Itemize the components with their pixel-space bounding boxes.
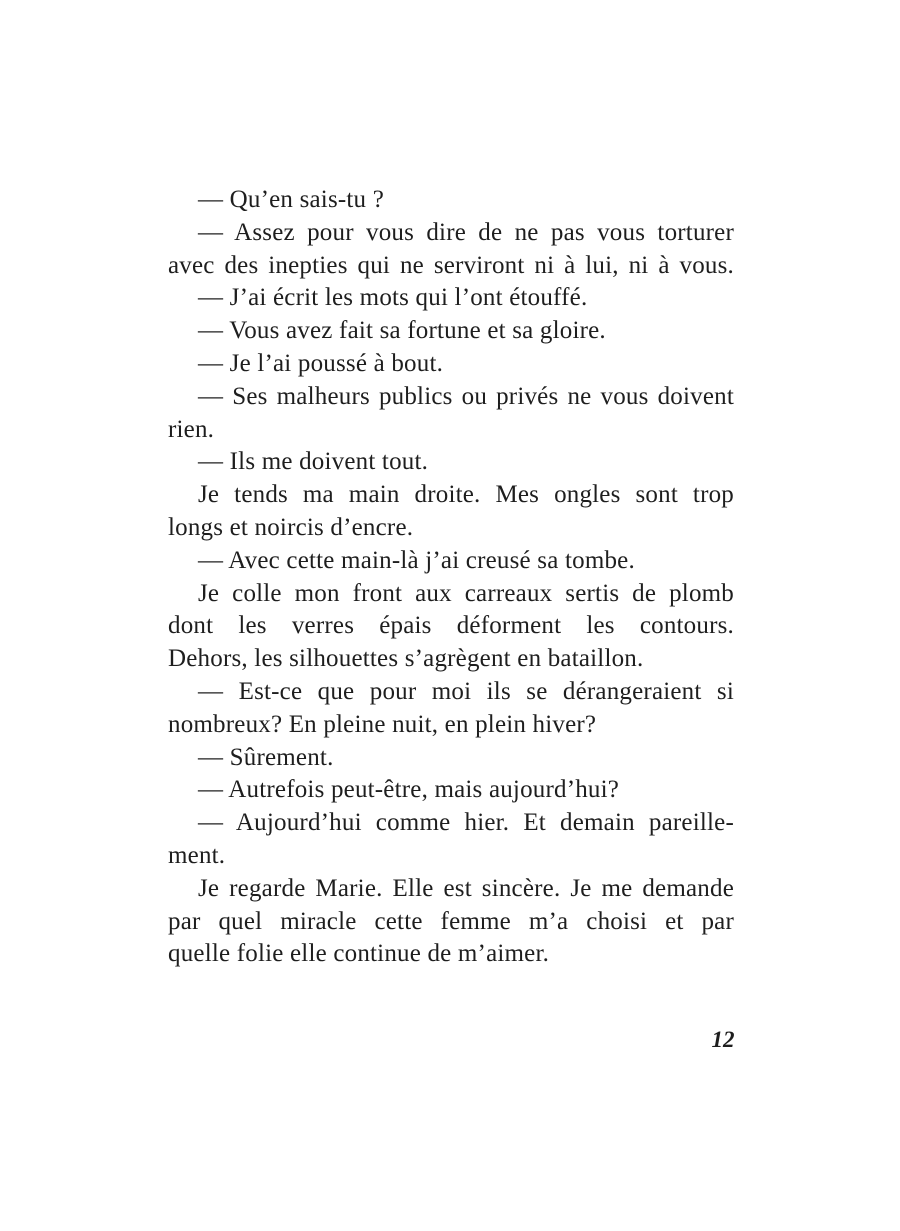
text-line: Je regarde Marie. Elle est sincère. Je me demande: [198, 874, 734, 902]
text-line: — Vous avez fait sa fortune et sa gloire.: [198, 317, 606, 345]
paragraph: [168, 217, 734, 283]
text-line: avec des inepties qui ne serviront ni à lui, ni à vous.: [168, 251, 734, 279]
text-line: quelle folie elle continue de m’aimer.: [168, 940, 550, 968]
paragraph: [168, 446, 734, 479]
text-line: longs et noircis d’encre.: [168, 513, 414, 541]
text-line: — Ils me doivent tout.: [198, 448, 429, 476]
text-line: Je tends ma main droite. Mes ongles sont trop: [198, 481, 734, 509]
paragraph: [168, 807, 734, 873]
paragraph: [168, 578, 734, 676]
paragraph: [168, 282, 734, 315]
text-line: Dehors, les silhouettes s’agrègent en bataillon.: [168, 645, 644, 673]
text-line: ment.: [168, 841, 226, 869]
paragraph: [168, 381, 734, 447]
paragraph: [168, 873, 734, 971]
text-line: rien.: [168, 415, 215, 443]
text-line: — J’ai écrit les mots qui l’ont étouffé.: [198, 284, 588, 312]
text-line: — Sûrement.: [198, 743, 334, 771]
paragraph: [168, 315, 734, 348]
paragraph: [168, 348, 734, 381]
paragraph: [168, 479, 734, 545]
text-line: dont les verres épais déforment les contours.: [168, 612, 734, 640]
text-line: — Autrefois peut-être, mais aujourd’hui?: [198, 776, 620, 804]
text-line: nombreux? En pleine nuit, en plein hiver?: [168, 710, 597, 738]
text-line: — Est-ce que pour moi ils se dérangeraient si: [198, 677, 734, 705]
text-line: Je colle mon front aux carreaux sertis de plomb: [198, 579, 734, 607]
text-block: [168, 184, 734, 971]
text-line: — Assez pour vous dire de ne pas vous torturer: [198, 218, 734, 246]
text-line: — Je l’ai poussé à bout.: [198, 349, 444, 377]
text-line: par quel miracle cette femme m’a choisi et par: [168, 907, 734, 935]
page-number: 12: [711, 1027, 735, 1052]
text-line: — Avec cette main-là j’ai creusé sa tombe.: [198, 546, 635, 574]
paragraph: [168, 774, 734, 807]
paragraph: [168, 742, 734, 775]
text-line: — Ses malheurs publics ou privés ne vous doivent: [198, 382, 734, 410]
paragraph: [168, 184, 734, 217]
text-line: — Qu’en sais-tu ?: [198, 186, 384, 213]
paragraph: [168, 545, 734, 578]
paragraph: [168, 676, 734, 742]
text-line: — Aujourd’hui comme hier. Et demain pareille-: [198, 809, 734, 837]
